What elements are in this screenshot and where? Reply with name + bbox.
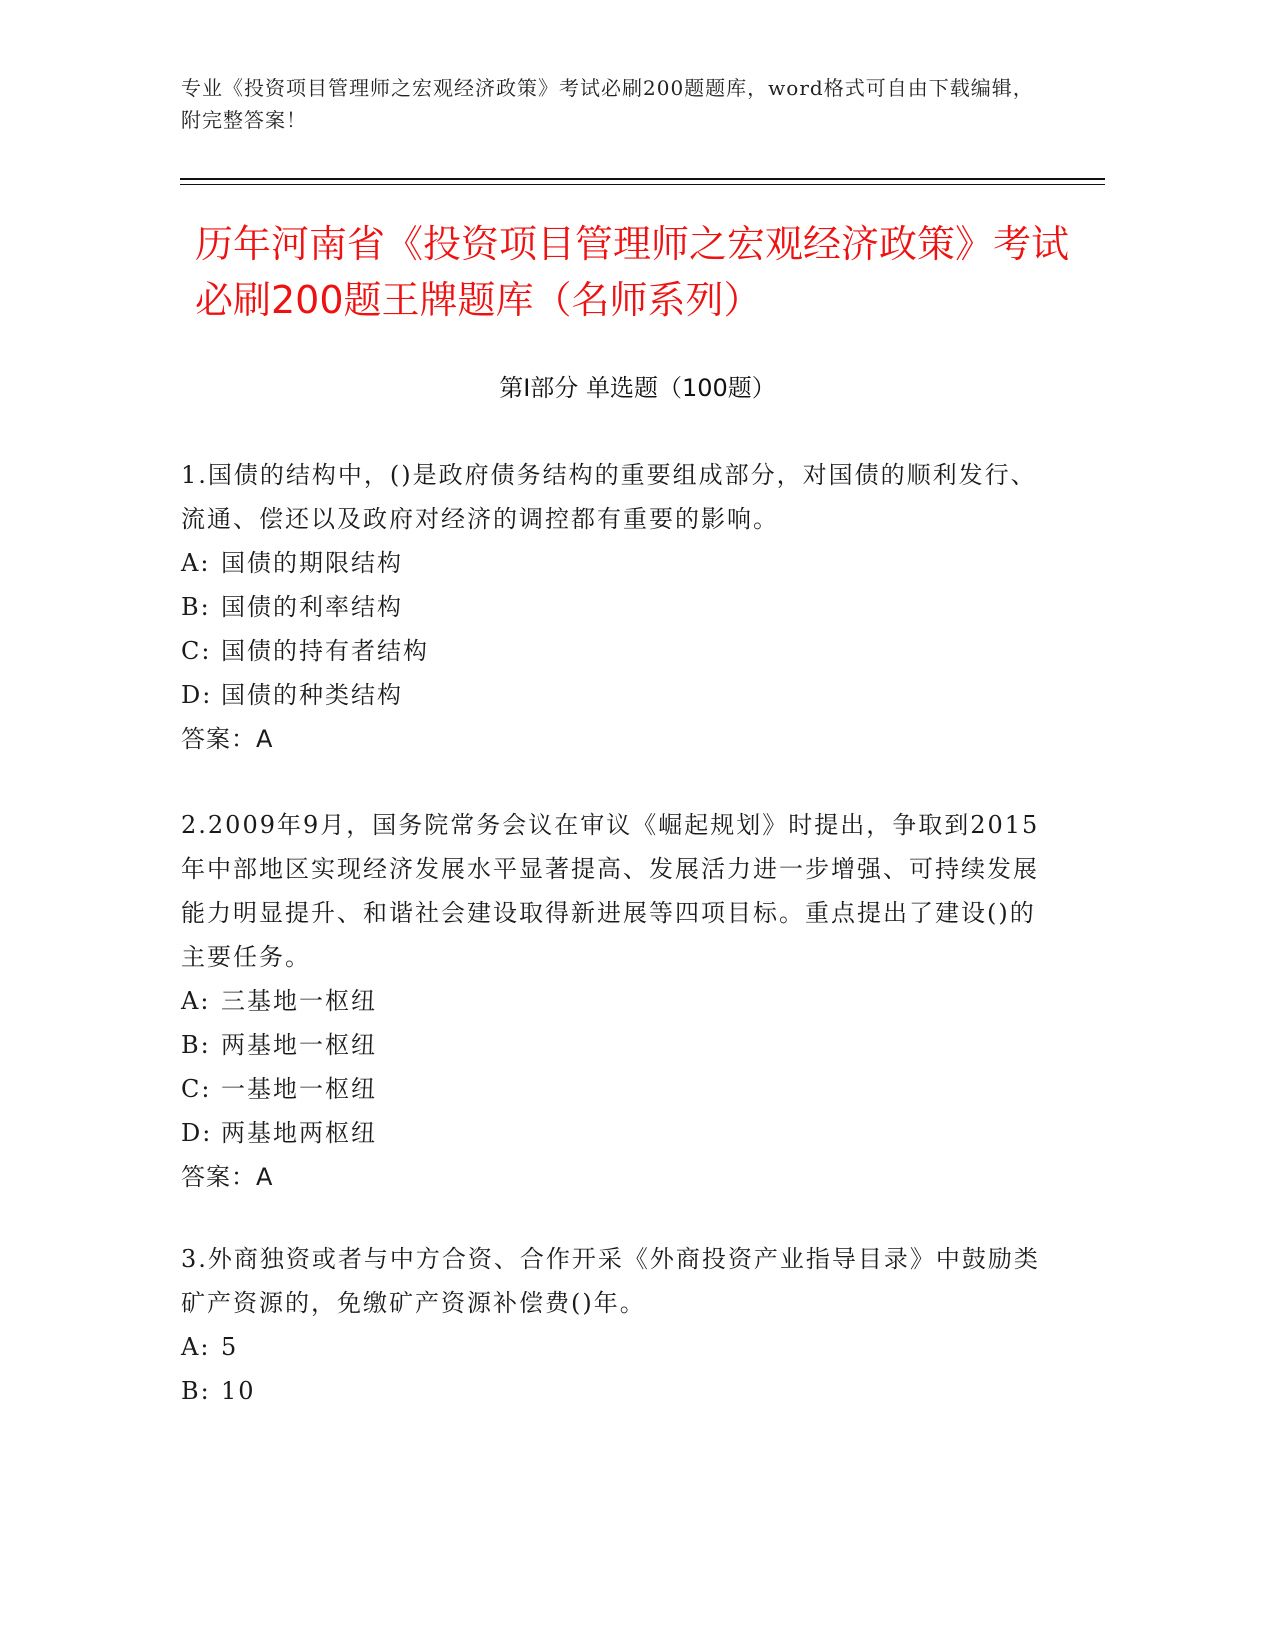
option-text: 两基地一枢纽 — [221, 1031, 377, 1059]
option-key: A: — [181, 987, 211, 1015]
option-text: 三基地一枢纽 — [221, 987, 377, 1015]
header-note: 专业《投资项目管理师之宏观经济政策》考试必刷200题题库，word格式可自由下载编辑，附完整答案！ — [181, 76, 1034, 132]
answer: 答案：A — [181, 725, 274, 753]
option-d — [181, 1111, 1041, 1155]
answer: 答案：A — [181, 1163, 274, 1191]
option-b — [181, 1023, 1041, 1067]
option-key: C: — [181, 637, 212, 665]
option-key: B: — [181, 1377, 211, 1405]
option-text: 国债的种类结构 — [221, 681, 403, 709]
option-a — [181, 1325, 1041, 1369]
option-key: A: — [181, 549, 211, 577]
option-a — [181, 979, 1041, 1023]
question-2 — [181, 803, 1041, 1199]
option-b — [181, 1369, 1041, 1413]
option-c — [181, 629, 1041, 673]
question-stem: 1.国债的结构中，()是政府债务结构的重要组成部分，对国债的顺利发行、流通、偿还以及政府对经济的调控都有重要的影响。 — [181, 461, 1037, 533]
option-key: B: — [181, 593, 211, 621]
option-a — [181, 541, 1041, 585]
option-text: 5 — [221, 1333, 239, 1361]
document-title: 历年河南省《投资项目管理师之宏观经济政策》考试必刷200题王牌题库（名师系列） — [195, 222, 1070, 322]
option-text: 一基地一枢纽 — [221, 1075, 377, 1103]
question-3 — [181, 1237, 1041, 1413]
option-key: C: — [181, 1075, 212, 1103]
question-1 — [181, 453, 1041, 761]
option-text: 两基地两枢纽 — [221, 1119, 377, 1147]
option-text: 国债的持有者结构 — [221, 637, 429, 665]
option-key: B: — [181, 1031, 211, 1059]
option-b — [181, 585, 1041, 629]
section-heading: 第Ⅰ部分 单选题（100题） — [499, 374, 776, 402]
option-key: D: — [181, 1119, 213, 1147]
option-c — [181, 1067, 1041, 1111]
option-d — [181, 673, 1041, 717]
option-key: D: — [181, 681, 213, 709]
question-stem: 3.外商独资或者与中方合资、合作开采《外商投资产业指导目录》中鼓励类矿产资源的，免缴矿产资源补偿费()年。 — [181, 1245, 1040, 1317]
header-rule-thin — [180, 184, 1105, 185]
header-rule-thick — [180, 178, 1105, 180]
option-text: 国债的期限结构 — [221, 549, 403, 577]
option-text: 10 — [221, 1377, 256, 1405]
option-text: 国债的利率结构 — [221, 593, 403, 621]
question-stem: 2.2009年9月，国务院常务会议在审议《崛起规划》时提出，争取到2015年中部地区实现经济发展水平显著提高、发展活力进一步增强、可持续发展能力明显提升、和谐社会建设取得新进展等四项目标。重点提出了建设()的主要任务。 — [181, 811, 1040, 971]
option-key: A: — [181, 1333, 211, 1361]
